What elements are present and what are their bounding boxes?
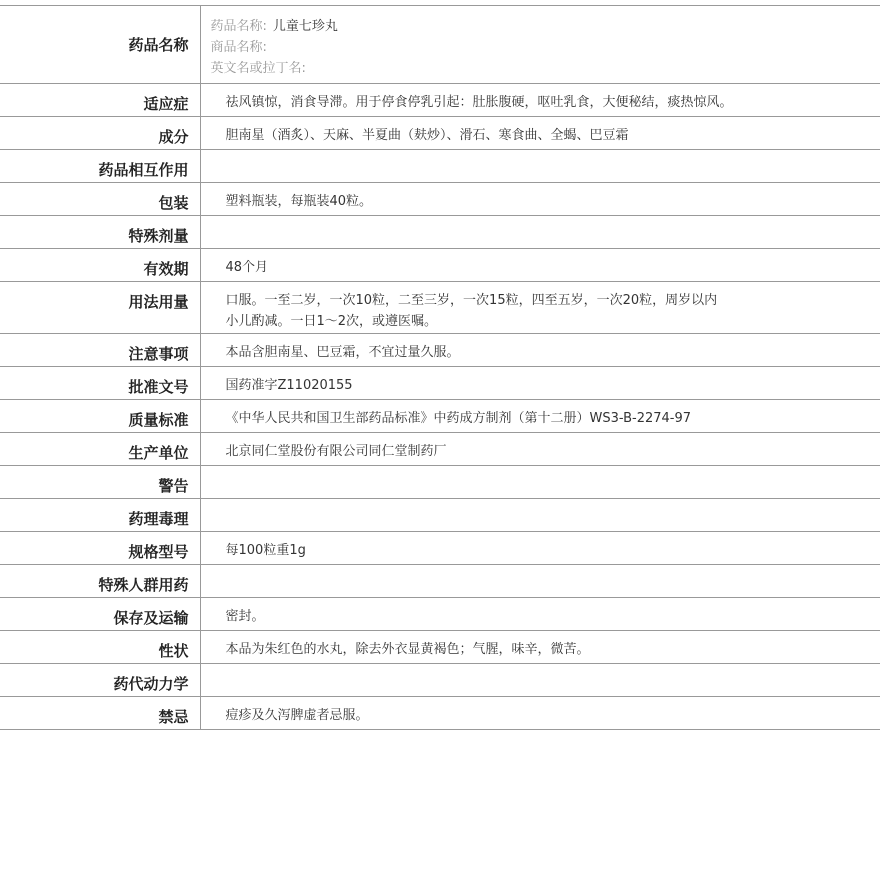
row-value: 塑料瓶装，每瓶装40粒。 (225, 194, 373, 209)
row-label: 包装 (0, 183, 200, 216)
row-value: 密封。 (225, 609, 265, 624)
row-label: 特殊剂量 (0, 216, 200, 249)
table-row-indications (0, 84, 880, 117)
row-value: 48个月 (225, 260, 269, 275)
table-row-pharmacology (0, 499, 880, 532)
row-label-drug-name: 药品名称 (0, 6, 200, 84)
row-value: 《中华人民共和国卫生部药品标准》中药成方制剂（第十二册）WS3-B-2274-97 (225, 411, 692, 426)
table-row-specification (0, 532, 880, 565)
row-value (200, 664, 880, 697)
drug-info-table (0, 5, 880, 730)
table-row-storage (0, 598, 880, 631)
table-row-usage (0, 282, 880, 334)
row-label: 性状 (0, 631, 200, 664)
table-row-approval-number (0, 367, 880, 400)
row-label: 警告 (0, 466, 200, 499)
generic-name-value: 儿童七珍丸 (272, 19, 338, 34)
usage-line-1: 口服。一至二岁，一次10粒，二至三岁，一次15粒，四至五岁，一次20粒，周岁以内 (225, 293, 718, 308)
drug-name-cell (200, 6, 880, 84)
row-value: 本品含胆南星、巴豆霜，不宜过量久服。 (225, 345, 460, 360)
table-row-ingredients (0, 117, 880, 150)
row-label: 批准文号 (0, 367, 200, 400)
table-row-manufacturer (0, 433, 880, 466)
row-value (200, 150, 880, 183)
table-row-precautions (0, 334, 880, 367)
table-row-shelf-life (0, 249, 880, 282)
table-row-special-populations (0, 565, 880, 598)
row-label: 特殊人群用药 (0, 565, 200, 598)
table-row-description (0, 631, 880, 664)
trade-name-label: 商品名称: (210, 40, 267, 55)
row-value (200, 216, 880, 249)
usage-line-2: 小儿酌减。一日1～2次，或遵医嘱。 (225, 314, 438, 329)
table-row-pharmacokinetics (0, 664, 880, 697)
row-value (200, 499, 880, 532)
row-label: 成分 (0, 117, 200, 150)
row-label: 药理毒理 (0, 499, 200, 532)
table-row-interactions (0, 150, 880, 183)
trade-name-line (211, 37, 871, 58)
row-value: 痘疹及久泻脾虚者忌服。 (225, 708, 369, 723)
row-label: 药品相互作用 (0, 150, 200, 183)
table-row-packaging (0, 183, 880, 216)
table-row-quality-standard (0, 400, 880, 433)
row-value: 胆南星（酒炙）、天麻、半夏曲（麸炒）、滑石、寒食曲、全蝎、巴豆霜 (225, 128, 629, 143)
table-row-contraindications (0, 697, 880, 730)
row-label: 用法用量 (0, 282, 200, 334)
row-value: 国药准字Z11020155 (225, 378, 353, 393)
row-value: 北京同仁堂股份有限公司同仁堂制药厂 (225, 444, 447, 459)
row-label: 注意事项 (0, 334, 200, 367)
row-label: 规格型号 (0, 532, 200, 565)
table-row-drug-name (0, 6, 880, 84)
row-value (200, 466, 880, 499)
row-value: 祛风镇惊，消食导滞。用于停食停乳引起：肚胀腹硬，呕吐乳食，大便秘结，痰热惊风。 (225, 95, 733, 110)
row-label: 适应症 (0, 84, 200, 117)
generic-name-line (211, 16, 871, 37)
row-value (200, 565, 880, 598)
generic-name-label: 药品名称: (210, 19, 267, 34)
table-row-special-dosage (0, 216, 880, 249)
row-value: 每100粒重1g (225, 543, 306, 558)
english-name-label: 英文名或拉丁名: (210, 61, 306, 76)
row-label: 药代动力学 (0, 664, 200, 697)
table-row-warning (0, 466, 880, 499)
row-label: 保存及运输 (0, 598, 200, 631)
row-value: 本品为朱红色的水丸，除去外衣显黄褐色；气腥，味辛，微苦。 (225, 642, 590, 657)
row-label: 有效期 (0, 249, 200, 282)
row-label: 禁忌 (0, 697, 200, 730)
row-label: 质量标准 (0, 400, 200, 433)
row-value (200, 282, 880, 334)
row-label: 生产单位 (0, 433, 200, 466)
english-name-line (211, 58, 871, 79)
